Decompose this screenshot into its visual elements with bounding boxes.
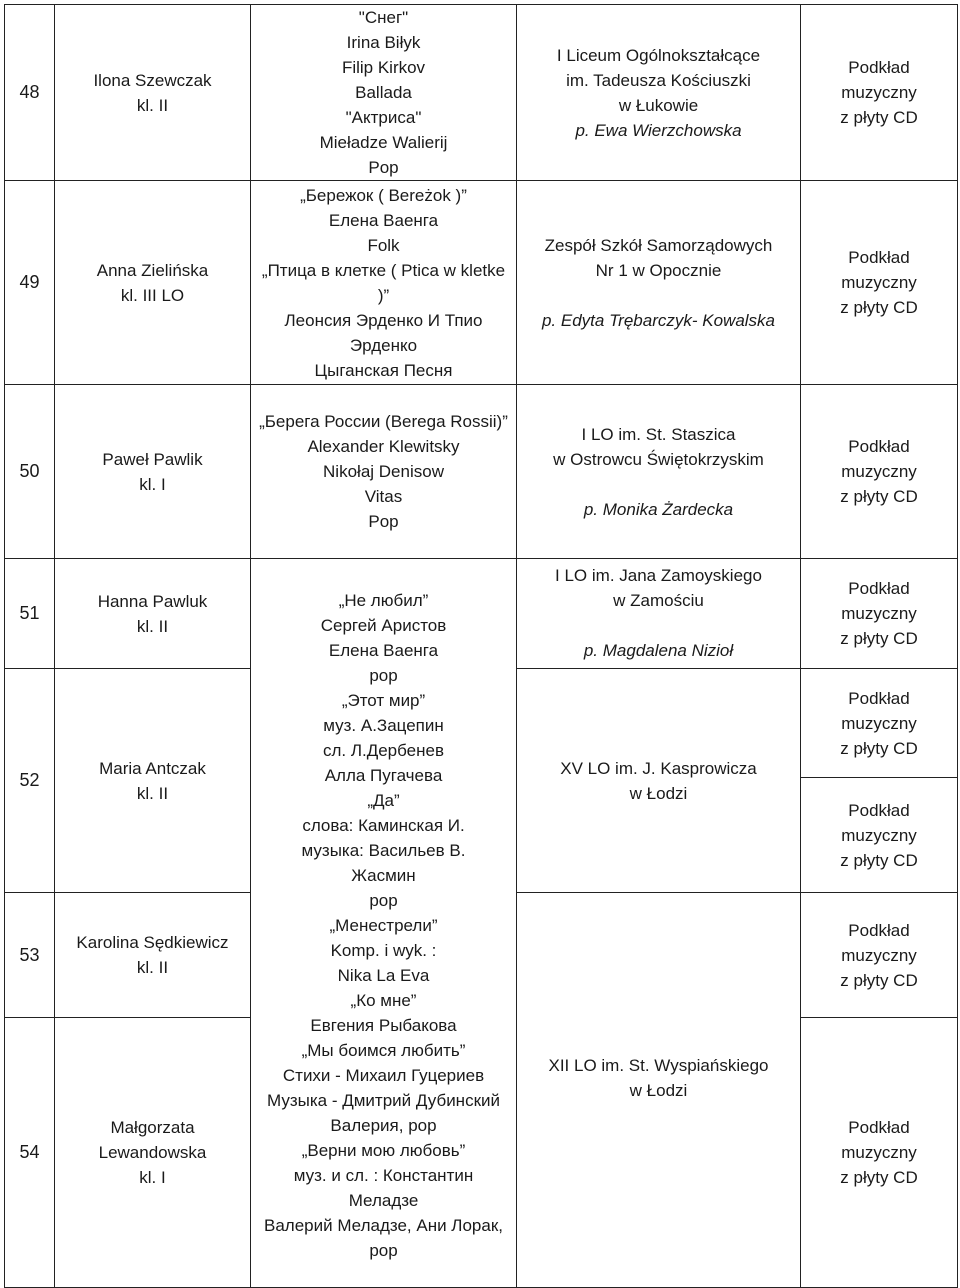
performer-name: Lewandowska bbox=[98, 1143, 207, 1162]
performer-name: Anna Zielińska bbox=[96, 260, 209, 280]
performer-cell bbox=[55, 1018, 251, 1288]
performer-cell bbox=[55, 669, 251, 893]
table-row bbox=[5, 5, 958, 181]
school-line: w Ostrowcu Świętokrzyskim bbox=[553, 449, 764, 469]
accompaniment-cell bbox=[801, 5, 958, 181]
teacher-name: p. Edyta Trębarczyk- Kowalska bbox=[541, 310, 776, 330]
school-cell bbox=[517, 669, 801, 893]
accompaniment-cell bbox=[801, 1018, 958, 1288]
song-line: „Менестрели” bbox=[329, 916, 438, 935]
accompaniment-cell bbox=[801, 181, 958, 385]
song-line: „Да” bbox=[367, 791, 400, 810]
song-line: музыка: Васильев В. bbox=[301, 841, 466, 860]
accompaniment-line: z płyty CD bbox=[840, 1168, 918, 1187]
performer-cell bbox=[55, 181, 251, 385]
accompaniment-line: Podkład bbox=[848, 920, 910, 940]
performer-name: Małgorzata bbox=[110, 1118, 195, 1137]
performer-name: Paweł Pawlik bbox=[102, 449, 203, 469]
accompaniment-cell bbox=[801, 559, 958, 669]
accompaniment-line: Podkład bbox=[848, 58, 910, 77]
row-number: 50 bbox=[5, 385, 55, 559]
spacer bbox=[523, 472, 794, 497]
song-line: Елена Ваенга bbox=[328, 210, 439, 230]
song-line: муз. А.Зацепин bbox=[323, 716, 444, 735]
row-number: 49 bbox=[5, 181, 55, 385]
songs-cell bbox=[251, 385, 517, 559]
school-merged-inner bbox=[523, 893, 794, 1103]
song-line: "Снег" bbox=[358, 8, 409, 27]
accompaniment-line: muzyczny bbox=[841, 825, 917, 845]
song-line: Ballada bbox=[355, 83, 412, 102]
accompaniment-cell bbox=[801, 893, 958, 1018]
song-line: Vitas bbox=[364, 487, 403, 506]
accompaniment-line: z płyty CD bbox=[840, 970, 918, 990]
performer-cell bbox=[55, 385, 251, 559]
row-number: 52 bbox=[5, 669, 55, 893]
song-line: муз. и сл. : Константин Меладзе bbox=[293, 1166, 474, 1210]
song-line: „Этот мир” bbox=[341, 691, 426, 710]
songs-cell bbox=[251, 181, 517, 385]
song-line: Folk bbox=[367, 235, 400, 255]
accompaniment-line: muzyczny bbox=[841, 713, 917, 733]
song-line: Валерия, pop bbox=[330, 1116, 437, 1135]
songs-cell-merged bbox=[251, 559, 517, 1288]
table-row bbox=[5, 559, 958, 669]
school-line: w Łukowie bbox=[618, 95, 699, 115]
school-cell bbox=[517, 5, 801, 181]
performer-class: kl. II bbox=[136, 958, 169, 977]
song-line: Mieładze Walierij bbox=[319, 133, 448, 152]
song-line: Irina Biłyk bbox=[346, 33, 421, 52]
accompaniment-line: z płyty CD bbox=[840, 487, 918, 506]
program-table-wrapper bbox=[4, 4, 958, 1288]
school-line: XII LO im. St. Wyspiańskiego bbox=[548, 1056, 769, 1075]
song-line: Цыганская Песня bbox=[314, 360, 453, 380]
performer-class: kl. II bbox=[136, 617, 169, 636]
performer-class: kl. II bbox=[136, 783, 169, 803]
performer-name: Maria Antczak bbox=[99, 758, 206, 778]
song-line: pop bbox=[369, 891, 398, 910]
performer-class: kl. I bbox=[139, 1168, 166, 1187]
song-line: Alexander Klewitsky bbox=[307, 437, 460, 456]
song-line: Nikołaj Denisow bbox=[323, 462, 444, 481]
spacer bbox=[523, 613, 794, 638]
song-line: Музыка - Дмитрий Дубинский bbox=[266, 1091, 501, 1110]
school-line: im. Tadeusza Kościuszki bbox=[566, 70, 751, 90]
song-line: Евгения Рыбакова bbox=[310, 1016, 457, 1035]
program-table bbox=[4, 4, 958, 1288]
accompaniment-line: muzyczny bbox=[841, 462, 917, 481]
performer-name: Karolina Sędkiewicz bbox=[76, 933, 229, 952]
school-line: I Liceum Ogólnokształcące bbox=[556, 45, 761, 65]
song-line: Жасмин bbox=[351, 866, 416, 885]
accompaniment-line: Podkład bbox=[848, 248, 910, 267]
table-row bbox=[5, 385, 958, 559]
song-line: Filip Kirkov bbox=[341, 58, 426, 77]
school-cell bbox=[517, 559, 801, 669]
accompaniment-line: muzyczny bbox=[841, 83, 917, 102]
song-line: Pop bbox=[368, 512, 399, 531]
school-line: w Łodzi bbox=[629, 783, 688, 803]
song-line: Елена Ваенга bbox=[328, 641, 439, 660]
school-line: w Łodzi bbox=[629, 1081, 688, 1100]
accompaniment-line: z płyty CD bbox=[840, 629, 918, 648]
accompaniment-line: Podkład bbox=[848, 1118, 910, 1137]
song-line: Валерий Меладзе, Ани Лорак, pop bbox=[263, 1216, 503, 1260]
performer-class: kl. I bbox=[139, 474, 166, 494]
accompaniment-line: muzyczny bbox=[841, 604, 917, 623]
accompaniment-line: muzyczny bbox=[841, 945, 917, 965]
accompaniment-line: muzyczny bbox=[841, 273, 917, 292]
school-cell bbox=[517, 893, 801, 1288]
song-line: „Мы боимся любить” bbox=[301, 1041, 466, 1060]
song-line: „Берега России (Berega Rossii)” bbox=[259, 412, 508, 431]
row-number: 51 bbox=[5, 559, 55, 669]
spacer bbox=[523, 283, 794, 308]
song-line: „Не любил” bbox=[338, 591, 429, 610]
teacher-name: p. Ewa Wierzchowska bbox=[575, 120, 742, 140]
song-line: Nika La Eva bbox=[337, 966, 430, 985]
teacher-name: p. Magdalena Nizioł bbox=[583, 641, 734, 660]
row-number: 53 bbox=[5, 893, 55, 1018]
song-line: Komp. i wyk. : bbox=[330, 941, 437, 960]
song-line: pop bbox=[369, 666, 398, 685]
performer-name: Hanna Pawluk bbox=[97, 592, 208, 611]
accompaniment-line: Podkład bbox=[848, 579, 910, 598]
song-line: сл. Л.Дербенев bbox=[322, 741, 445, 760]
accompaniment-line: Podkład bbox=[848, 800, 910, 820]
accompaniment-line: z płyty CD bbox=[840, 850, 918, 870]
accompaniment-line: muzyczny bbox=[841, 1143, 917, 1162]
song-line: Алла Пугачева bbox=[324, 766, 443, 785]
accompaniment-line: z płyty CD bbox=[840, 738, 918, 758]
accompaniment-line: z płyty CD bbox=[840, 108, 918, 127]
performer-cell bbox=[55, 5, 251, 181]
table-row bbox=[5, 181, 958, 385]
song-line: Pop bbox=[368, 158, 399, 177]
song-line: "Актриса" bbox=[345, 108, 422, 127]
accompaniment-cell bbox=[801, 669, 958, 893]
school-line: w Zamościu bbox=[613, 591, 704, 610]
row-number: 48 bbox=[5, 5, 55, 181]
song-line: Сергей Аристов bbox=[320, 616, 447, 635]
school-cell bbox=[517, 181, 801, 385]
school-line: XV LO im. J. Kasprowicza bbox=[560, 758, 757, 778]
performer-cell bbox=[55, 559, 251, 669]
song-line: „Птица в клетке ( Ptica w kletke )” bbox=[261, 260, 506, 305]
song-line: „Ко мне” bbox=[350, 991, 417, 1010]
song-line: „Верни мою любовь” bbox=[301, 1141, 466, 1160]
song-line: Стихи - Михаил Гуцериев bbox=[282, 1066, 485, 1085]
song-line: слова: Каминская И. bbox=[302, 816, 465, 835]
accompaniment-subcell bbox=[801, 778, 957, 892]
school-line: I LO im. Jana Zamoyskiego bbox=[555, 566, 762, 585]
accompaniment-line: Podkład bbox=[848, 688, 910, 708]
school-cell bbox=[517, 385, 801, 559]
songs-cell bbox=[251, 5, 517, 181]
teacher-name: p. Monika Żardecka bbox=[583, 499, 734, 519]
performer-class: kl. III LO bbox=[120, 285, 185, 305]
accompaniment-line: z płyty CD bbox=[840, 298, 918, 317]
song-line: „Бережок ( Bereżok )” bbox=[300, 185, 467, 205]
row-number: 54 bbox=[5, 1018, 55, 1288]
school-line: I LO im. St. Staszica bbox=[581, 424, 736, 444]
performer-name: Ilona Szewczak bbox=[93, 70, 212, 90]
song-line: Леонсия Эрденко И Тпио Эрденко bbox=[284, 310, 483, 355]
accompaniment-subcell bbox=[801, 669, 957, 778]
performer-class: kl. II bbox=[136, 95, 169, 115]
school-line: Nr 1 w Opocznie bbox=[595, 260, 722, 280]
performer-cell bbox=[55, 893, 251, 1018]
school-line: Zespół Szkół Samorządowych bbox=[544, 235, 773, 255]
accompaniment-cell bbox=[801, 385, 958, 559]
accompaniment-line: Podkład bbox=[848, 437, 910, 456]
